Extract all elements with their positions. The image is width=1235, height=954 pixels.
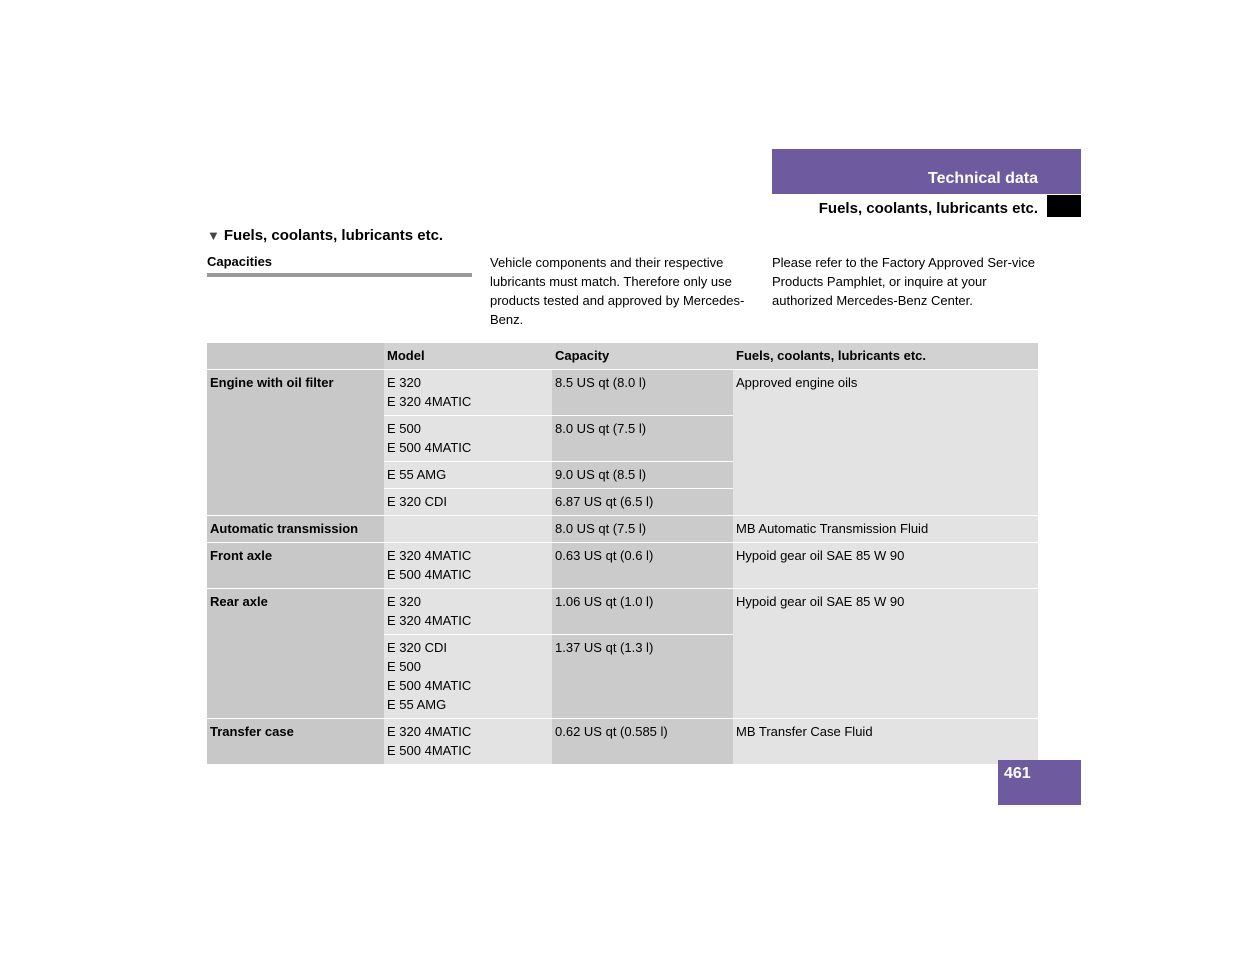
capacity-cell: 0.63 US qt (0.6 l) <box>552 543 733 589</box>
reference-paragraph: Please refer to the Factory Approved Ser-vice Products Pamphlet, or inquire at your authorized Mercedes-Benz Center. <box>772 255 1036 308</box>
header-fluid: Fuels, coolants, lubricants etc. <box>733 343 1038 370</box>
table-row <box>207 543 1038 589</box>
model-cell: E 320 CDI <box>384 489 552 516</box>
subheading-capacities: Capacities <box>207 254 472 277</box>
table-row <box>207 589 1038 635</box>
model-cell: E 320 4MATIC E 500 4MATIC <box>384 719 552 765</box>
intro-paragraph: Vehicle components and their respective lubricants must match. Therefore only use products tested and approved by Mercedes-Benz. <box>490 255 745 327</box>
component-cell: Engine with oil filter <box>207 370 384 516</box>
fluid-cell: MB Automatic Transmission Fluid <box>733 516 1038 543</box>
model-cell: E 320 E 320 4MATIC <box>384 589 552 635</box>
section-heading <box>207 227 443 244</box>
model-cell: E 320 CDI E 500 E 500 4MATIC E 55 AMG <box>384 635 552 719</box>
section-title: Fuels, coolants, lubricants etc. <box>223 227 444 244</box>
component-cell: Automatic transmission <box>207 516 384 543</box>
header-component <box>207 343 384 370</box>
triangle-bullet-icon: ▼ <box>207 228 220 243</box>
page-number-box <box>998 760 1081 805</box>
fluid-cell: MB Transfer Case Fluid <box>733 719 1038 765</box>
table-row <box>207 719 1038 765</box>
table-row <box>207 370 1038 416</box>
capacity-cell: 8.5 US qt (8.0 l) <box>552 370 733 416</box>
capacity-cell: 8.0 US qt (7.5 l) <box>552 516 733 543</box>
page-number: 461 <box>1004 765 1031 782</box>
component-cell: Front axle <box>207 543 384 589</box>
chapter-title: Technical data <box>928 170 1038 187</box>
chapter-subtitle: Fuels, coolants, lubricants etc. <box>818 200 1038 217</box>
chapter-tab <box>772 149 1081 194</box>
capacity-cell: 8.0 US qt (7.5 l) <box>552 416 733 462</box>
header-capacity: Capacity <box>552 343 733 370</box>
model-cell: E 320 4MATIC E 500 4MATIC <box>384 543 552 589</box>
capacity-cell: 6.87 US qt (6.5 l) <box>552 489 733 516</box>
component-cell: Rear axle <box>207 589 384 719</box>
model-cell: E 500 E 500 4MATIC <box>384 416 552 462</box>
table-row <box>207 516 1038 543</box>
fluid-cell: Approved engine oils <box>733 370 1038 516</box>
capacity-cell: 0.62 US qt (0.585 l) <box>552 719 733 765</box>
capacity-cell: 9.0 US qt (8.5 l) <box>552 462 733 489</box>
fluid-cell: Hypoid gear oil SAE 85 W 90 <box>733 589 1038 719</box>
model-cell: E 320 E 320 4MATIC <box>384 370 552 416</box>
model-cell <box>384 516 552 543</box>
header-model: Model <box>384 343 552 370</box>
thumb-index-marker <box>1047 195 1081 217</box>
model-cell: E 55 AMG <box>384 462 552 489</box>
table-header-row <box>207 343 1038 370</box>
component-cell: Transfer case <box>207 719 384 765</box>
capacity-cell: 1.06 US qt (1.0 l) <box>552 589 733 635</box>
fluid-cell: Hypoid gear oil SAE 85 W 90 <box>733 543 1038 589</box>
capacities-table <box>207 343 1038 764</box>
capacity-cell: 1.37 US qt (1.3 l) <box>552 635 733 719</box>
